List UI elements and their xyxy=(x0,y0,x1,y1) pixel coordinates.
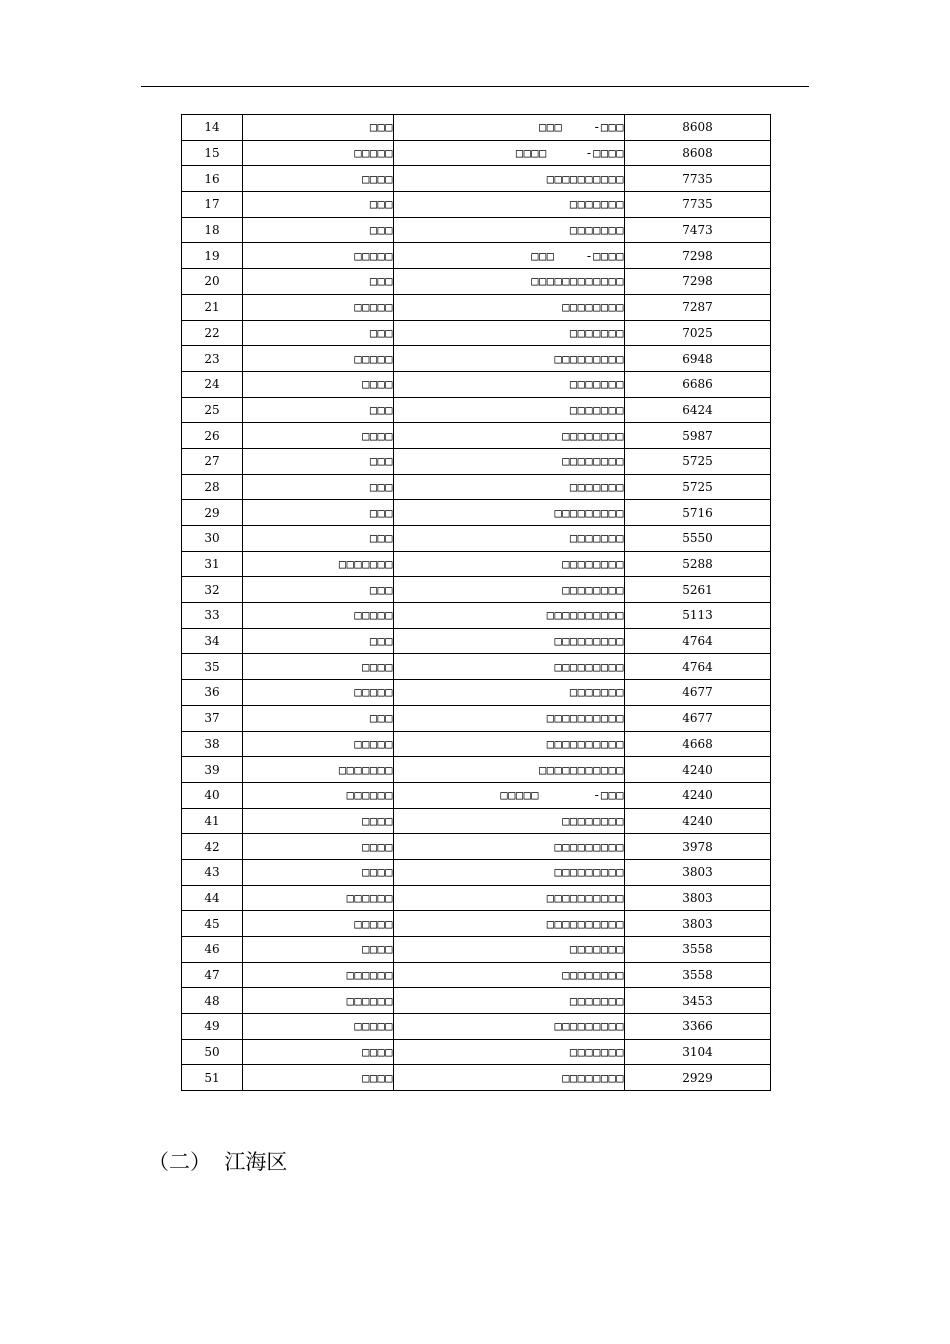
row-value: 7735 xyxy=(625,192,771,218)
row-value: 6424 xyxy=(625,397,771,423)
row-description: □□□□□□□ xyxy=(394,988,625,1014)
row-description: □□□□□□□ xyxy=(394,320,625,346)
row-name: □□□□□ xyxy=(243,294,394,320)
table-row xyxy=(182,346,771,372)
row-description: □□□□□□□□ xyxy=(394,448,625,474)
row-number: 19 xyxy=(182,243,243,269)
table-row xyxy=(182,731,771,757)
row-number: 40 xyxy=(182,782,243,808)
row-name: □□□□□ xyxy=(243,243,394,269)
row-number: 33 xyxy=(182,603,243,629)
row-name: □□□□ xyxy=(243,654,394,680)
table-row xyxy=(182,423,771,449)
row-value: 4677 xyxy=(625,680,771,706)
row-name: □□□□ xyxy=(243,859,394,885)
row-description: □□□ -□□□ xyxy=(394,115,625,141)
row-number: 29 xyxy=(182,500,243,526)
row-description: □□□□□□□ xyxy=(394,526,625,552)
row-value: 3453 xyxy=(625,988,771,1014)
row-description: □□□□□□□ xyxy=(394,1039,625,1065)
row-name: □□□ xyxy=(243,115,394,141)
data-table xyxy=(181,114,771,1091)
section-heading: （二） 江海区 xyxy=(148,1150,288,1174)
row-value: 7287 xyxy=(625,294,771,320)
row-name: □□□ xyxy=(243,577,394,603)
row-description: □□□□□□□□□ xyxy=(394,834,625,860)
row-name: □□□□ xyxy=(243,1039,394,1065)
row-number: 24 xyxy=(182,371,243,397)
row-value: 3803 xyxy=(625,885,771,911)
row-name: □□□□ xyxy=(243,423,394,449)
row-description: □□□□□□□□□□ xyxy=(394,885,625,911)
table-row xyxy=(182,526,771,552)
row-value: 3104 xyxy=(625,1039,771,1065)
row-value: 5987 xyxy=(625,423,771,449)
table-row xyxy=(182,782,771,808)
table-row xyxy=(182,397,771,423)
row-value: 3558 xyxy=(625,937,771,963)
row-name: □□□□□ xyxy=(243,731,394,757)
table-row xyxy=(182,859,771,885)
table-row xyxy=(182,500,771,526)
row-description: □□□□□□□□ xyxy=(394,577,625,603)
row-name: □□□ xyxy=(243,448,394,474)
row-name: □□□□□ xyxy=(243,140,394,166)
table-row xyxy=(182,628,771,654)
table-row xyxy=(182,448,771,474)
row-value: 3366 xyxy=(625,1014,771,1040)
row-value: 3803 xyxy=(625,911,771,937)
row-name: □□□ xyxy=(243,526,394,552)
row-number: 41 xyxy=(182,808,243,834)
row-value: 2929 xyxy=(625,1065,771,1091)
row-value: 6948 xyxy=(625,346,771,372)
row-number: 47 xyxy=(182,962,243,988)
table-row xyxy=(182,911,771,937)
row-name: □□□□ xyxy=(243,937,394,963)
row-value: 8608 xyxy=(625,140,771,166)
row-description: □□□□□□□□□ xyxy=(394,859,625,885)
table-row xyxy=(182,320,771,346)
row-number: 32 xyxy=(182,577,243,603)
row-number: 44 xyxy=(182,885,243,911)
row-name: □□□ xyxy=(243,628,394,654)
table-row xyxy=(182,834,771,860)
row-name: □□□ xyxy=(243,217,394,243)
row-description: □□□□□□□ xyxy=(394,217,625,243)
row-description: □□□□□□□□ xyxy=(394,962,625,988)
row-value: 3803 xyxy=(625,859,771,885)
table-row xyxy=(182,808,771,834)
row-value: 4668 xyxy=(625,731,771,757)
row-number: 35 xyxy=(182,654,243,680)
row-number: 34 xyxy=(182,628,243,654)
row-description: □□□□□□□□□ xyxy=(394,628,625,654)
row-description: □□□□□□□□□□ xyxy=(394,731,625,757)
row-description: □□□□□□□ xyxy=(394,680,625,706)
table-row xyxy=(182,294,771,320)
row-description: □□□□□□□□ xyxy=(394,808,625,834)
row-name: □□□ xyxy=(243,705,394,731)
row-number: 16 xyxy=(182,166,243,192)
row-value: 4677 xyxy=(625,705,771,731)
table-row xyxy=(182,140,771,166)
row-value: 5261 xyxy=(625,577,771,603)
row-number: 50 xyxy=(182,1039,243,1065)
row-number: 36 xyxy=(182,680,243,706)
row-value: 7298 xyxy=(625,269,771,295)
row-name: □□□ xyxy=(243,320,394,346)
row-description: □□□ -□□□□ xyxy=(394,243,625,269)
table-row xyxy=(182,577,771,603)
row-name: □□□□□□ xyxy=(243,988,394,1014)
row-description: □□□□□□□ xyxy=(394,937,625,963)
row-number: 27 xyxy=(182,448,243,474)
row-description: □□□□□□□ xyxy=(394,192,625,218)
row-name: □□□□□□ xyxy=(243,782,394,808)
row-name: □□□□□□□ xyxy=(243,551,394,577)
table-row xyxy=(182,217,771,243)
row-name: □□□□□ xyxy=(243,680,394,706)
table-row xyxy=(182,757,771,783)
row-description: □□□□□□□□□ xyxy=(394,500,625,526)
row-value: 3558 xyxy=(625,962,771,988)
table-row xyxy=(182,1014,771,1040)
row-name: □□□□ xyxy=(243,371,394,397)
table-row xyxy=(182,269,771,295)
row-number: 48 xyxy=(182,988,243,1014)
row-value: 3978 xyxy=(625,834,771,860)
row-description: □□□□□□□□□ xyxy=(394,1014,625,1040)
table-body xyxy=(182,115,771,1091)
row-number: 21 xyxy=(182,294,243,320)
row-name: □□□□□ xyxy=(243,1014,394,1040)
row-number: 38 xyxy=(182,731,243,757)
row-value: 5288 xyxy=(625,551,771,577)
row-value: 5725 xyxy=(625,448,771,474)
row-description: □□□□□□□□□ xyxy=(394,346,625,372)
table-row xyxy=(182,243,771,269)
row-name: □□□□□ xyxy=(243,603,394,629)
table-row xyxy=(182,603,771,629)
row-description: □□□□□□□□ xyxy=(394,551,625,577)
table-row xyxy=(182,705,771,731)
row-description: □□□□□□□□□□□□ xyxy=(394,269,625,295)
row-value: 4240 xyxy=(625,782,771,808)
row-description: □□□□□□□ xyxy=(394,474,625,500)
row-description: □□□□□□□□□□ xyxy=(394,166,625,192)
row-value: 5716 xyxy=(625,500,771,526)
row-value: 5550 xyxy=(625,526,771,552)
row-value: 5725 xyxy=(625,474,771,500)
row-description: □□□□□□□□□□ xyxy=(394,911,625,937)
row-number: 49 xyxy=(182,1014,243,1040)
row-description: □□□□□ -□□□ xyxy=(394,782,625,808)
table-row xyxy=(182,680,771,706)
row-description: □□□□□□□□□□ xyxy=(394,705,625,731)
row-name: □□□□ xyxy=(243,808,394,834)
row-number: 30 xyxy=(182,526,243,552)
row-name: □□□ xyxy=(243,500,394,526)
row-number: 22 xyxy=(182,320,243,346)
row-number: 39 xyxy=(182,757,243,783)
row-description: □□□□□□□□□ xyxy=(394,654,625,680)
table-row xyxy=(182,551,771,577)
table-row xyxy=(182,1065,771,1091)
row-value: 8608 xyxy=(625,115,771,141)
row-value: 7025 xyxy=(625,320,771,346)
row-value: 4240 xyxy=(625,757,771,783)
row-name: □□□□□□ xyxy=(243,885,394,911)
row-value: 4764 xyxy=(625,654,771,680)
table-row xyxy=(182,988,771,1014)
row-number: 42 xyxy=(182,834,243,860)
row-name: □□□□□ xyxy=(243,346,394,372)
row-number: 45 xyxy=(182,911,243,937)
row-description: □□□□□□□□□□ xyxy=(394,603,625,629)
table-row xyxy=(182,937,771,963)
row-number: 23 xyxy=(182,346,243,372)
row-name: □□□□□□ xyxy=(243,962,394,988)
row-number: 25 xyxy=(182,397,243,423)
row-value: 5113 xyxy=(625,603,771,629)
row-value: 4240 xyxy=(625,808,771,834)
row-number: 43 xyxy=(182,859,243,885)
row-number: 15 xyxy=(182,140,243,166)
row-description: □□□□□□□□ xyxy=(394,423,625,449)
row-name: □□□□□□□ xyxy=(243,757,394,783)
row-number: 46 xyxy=(182,937,243,963)
row-number: 14 xyxy=(182,115,243,141)
table-row xyxy=(182,962,771,988)
row-description: □□□□□□□□ xyxy=(394,294,625,320)
row-number: 37 xyxy=(182,705,243,731)
row-name: □□□□ xyxy=(243,834,394,860)
row-name: □□□ xyxy=(243,474,394,500)
table-row xyxy=(182,474,771,500)
row-name: □□□□ xyxy=(243,166,394,192)
row-value: 7298 xyxy=(625,243,771,269)
row-number: 28 xyxy=(182,474,243,500)
row-value: 7735 xyxy=(625,166,771,192)
table-row xyxy=(182,1039,771,1065)
row-value: 4764 xyxy=(625,628,771,654)
row-number: 17 xyxy=(182,192,243,218)
row-number: 26 xyxy=(182,423,243,449)
row-value: 7473 xyxy=(625,217,771,243)
row-description: □□□□□□□□□□□ xyxy=(394,757,625,783)
row-name: □□□ xyxy=(243,192,394,218)
table-row xyxy=(182,115,771,141)
header-rule xyxy=(141,86,809,87)
table-row xyxy=(182,654,771,680)
row-name: □□□□ xyxy=(243,1065,394,1091)
row-name: □□□ xyxy=(243,397,394,423)
table-row xyxy=(182,192,771,218)
row-number: 51 xyxy=(182,1065,243,1091)
row-description: □□□□□□□□ xyxy=(394,1065,625,1091)
row-number: 31 xyxy=(182,551,243,577)
table-row xyxy=(182,166,771,192)
row-description: □□□□□□□ xyxy=(394,371,625,397)
row-description: □□□□ -□□□□ xyxy=(394,140,625,166)
table-row xyxy=(182,371,771,397)
row-name: □□□ xyxy=(243,269,394,295)
row-name: □□□□□ xyxy=(243,911,394,937)
row-description: □□□□□□□ xyxy=(394,397,625,423)
row-number: 18 xyxy=(182,217,243,243)
row-number: 20 xyxy=(182,269,243,295)
row-value: 6686 xyxy=(625,371,771,397)
table-row xyxy=(182,885,771,911)
